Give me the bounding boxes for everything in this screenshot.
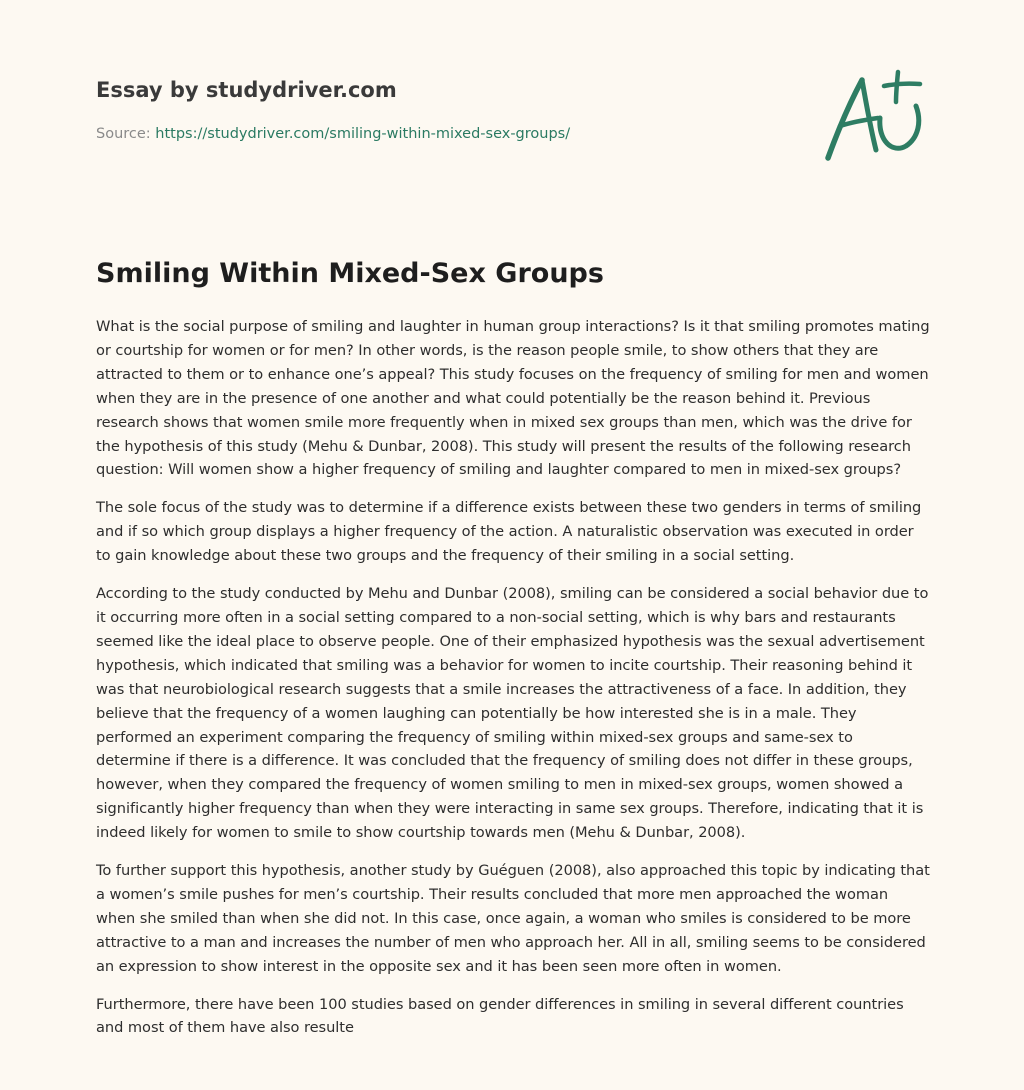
paragraph: According to the study conducted by Mehu and Dunbar (2008), smiling can be considered a social behavior due to it occurring more often in a social setting compared to a non-social setting, which is why bars and restaurants seemed like the ideal place to observe people. One of their emphasized hypothesis was the sexual advertisement hypothesis, which indicated that smiling was a behavior for women to incite courtship. Their reasoning behind it was that neurobiological research suggests that a smile increases the attractiveness of a face. In addition, they believe that the frequency of a women laughing can potentially be how interested she is in a male. They performed an experiment comparing the frequency of smiling within mixed-sex groups and same-sex to determine if there is a difference. It was concluded that the frequency of smiling does not differ in these groups, however, when they compared the frequency of women smiling to men in mixed-sex groups, women showed a significantly higher frequency than when they were interacting in same sex groups. Therefore, indicating that it is indeed likely for women to smile to show courtship towards men (Mehu & Dunbar, 2008). [96, 585, 929, 842]
paragraph: To further support this hypothesis, another study by Guéguen (2008), also approached this topic by indicating that a women’s smile pushes for men’s courtship. Their results concluded that more men approached the woman when she smiled than when she did not. In this case, once again, a woman who smiles is considered to be more attractive to a man and increases the number of men who approach her. All in all, smiling seems to be considered an expression to show interest in the opposite sex and it has been seen more often in women. [96, 862, 930, 975]
paragraph: What is the social purpose of smiling and laughter in human group interactions? Is it that smiling promotes mating or courtship for women or for men? In other words, is the reason people smile, to show others that they are attracted to them or to enhance one’s appeal? This study focuses on the frequency of smiling for men and women when they are in the presence of one another and what could potentially be the reason behind it. Previous research shows that women smile more frequently when in mixed sex groups than men, which was the drive for the hypothesis of this study (Mehu & Dunbar, 2008). This study will present the results of the following research question: Will women show a higher frequency of smiling and laughter compared to men in mixed-sex groups? [96, 318, 930, 479]
essay-body [96, 315, 930, 1054]
essay-title: Smiling Within Mixed-Sex Groups [96, 258, 604, 289]
source-label: Source: [96, 126, 156, 142]
essay-header [96, 76, 796, 144]
a-plus-logo-icon [820, 66, 930, 166]
paragraph: Furthermore, there have been 100 studies based on gender differences in smiling in several different countries and most of them have also resulte [96, 995, 904, 1037]
brand-title: Essay by studydriver.com [96, 78, 397, 102]
source-link[interactable]: https://studydriver.com/smiling-within-mixed-sex-groups/ [155, 126, 571, 142]
source-line [96, 124, 796, 144]
paragraph: The sole focus of the study was to determine if a difference exists between these two genders in terms of smiling and if so which group displays a higher frequency of the action. A naturalistic observation was executed in order to gain knowledge about these two groups and the frequency of their smiling in a social setting. [96, 499, 922, 565]
